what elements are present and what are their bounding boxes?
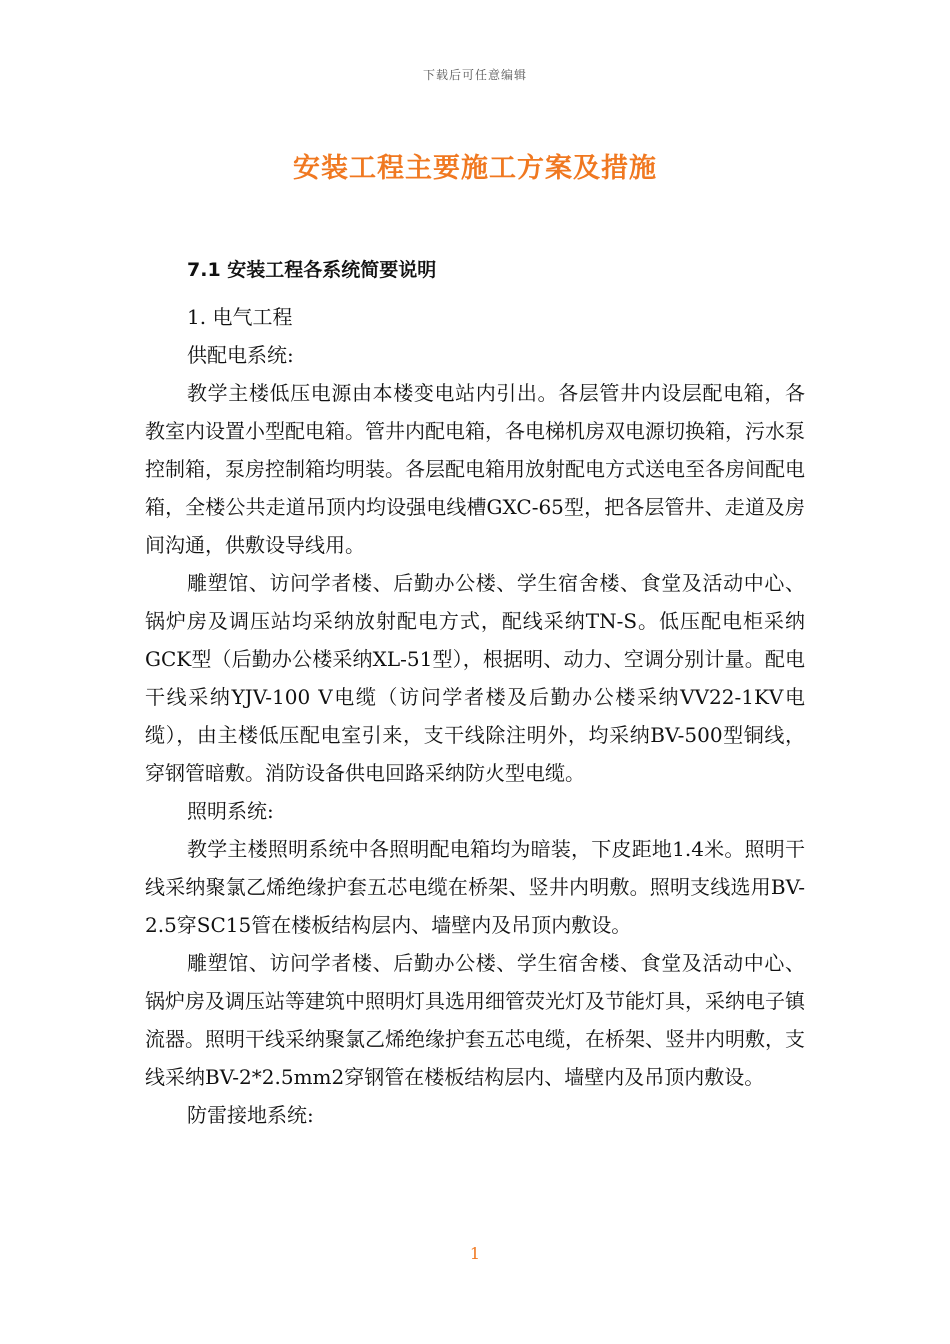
paragraph-other-buildings-lighting: 雕塑馆、访问学者楼、后勤办公楼、学生宿舍楼、食堂及活动中心、锅炉房及调压站等建筑中照明灯具选用细管荧光灯及节能灯具，采纳电子镇流器。照明干线采纳聚氯乙烯绝缘护套五芯电缆，在桥架、竖井内明敷，支线采纳BV-2*2.5mm2穿钢管在楼板结构层内、墙壁内及吊顶内敷设。 [145, 951, 805, 1089]
section-heading: 7.1 安装工程各系统简要说明 [187, 259, 437, 281]
document-body [145, 298, 805, 1134]
paragraph-other-buildings-power: 雕塑馆、访问学者楼、后勤办公楼、学生宿舍楼、食堂及活动中心、锅炉房及调压站均采纳放射配电方式，配线采纳TN-S。低压配电柜采纳GCK型（后勤办公楼采纳XL-51型），根据明、动力、空调分别计量。配电干线采纳YJV-100 V电缆（访问学者楼及后勤办公楼采纳VV22-1KV电缆），由主楼低压配电室引来，支干线除注明外，均采纳BV-500型铜线，穿钢管暗敷。消防设备供电回路采纳防火型电缆。 [145, 571, 805, 785]
page-number: 1 [469, 1244, 481, 1263]
paragraph-power-supply-label: 供配电系统: [187, 343, 294, 367]
paragraph-main-building-lighting: 教学主楼照明系统中各照明配电箱均为暗装，下皮距地1.4米。照明干线采纳聚氯乙烯绝缘护套五芯电缆在桥架、竖井内明敷。照明支线选用BV-2.5穿SC15管在楼板结构层内、墙壁内及吊顶内敷设。 [145, 837, 805, 937]
paragraph-electrical-heading: 1. 电气工程 [187, 305, 293, 329]
paragraph-lighting-label: 照明系统: [187, 799, 274, 823]
paragraph-main-building-power: 教学主楼低压电源由本楼变电站内引出。各层管井内设层配电箱，各教室内设置小型配电箱。管井内配电箱，各电梯机房双电源切换箱，污水泵控制箱，泵房控制箱均明装。各层配电箱用放射配电方式送电至各房间配电箱，全楼公共走道吊顶内均设强电线槽GXC-65型，把各层管井、走道及房间沟通，供敷设导线用。 [145, 381, 805, 557]
paragraph-lightning-protection-label: 防雷接地系统: [187, 1103, 314, 1127]
header-note: 下载后可任意编辑 [422, 68, 527, 82]
document-title: 安装工程主要施工方案及措施 [293, 153, 657, 184]
